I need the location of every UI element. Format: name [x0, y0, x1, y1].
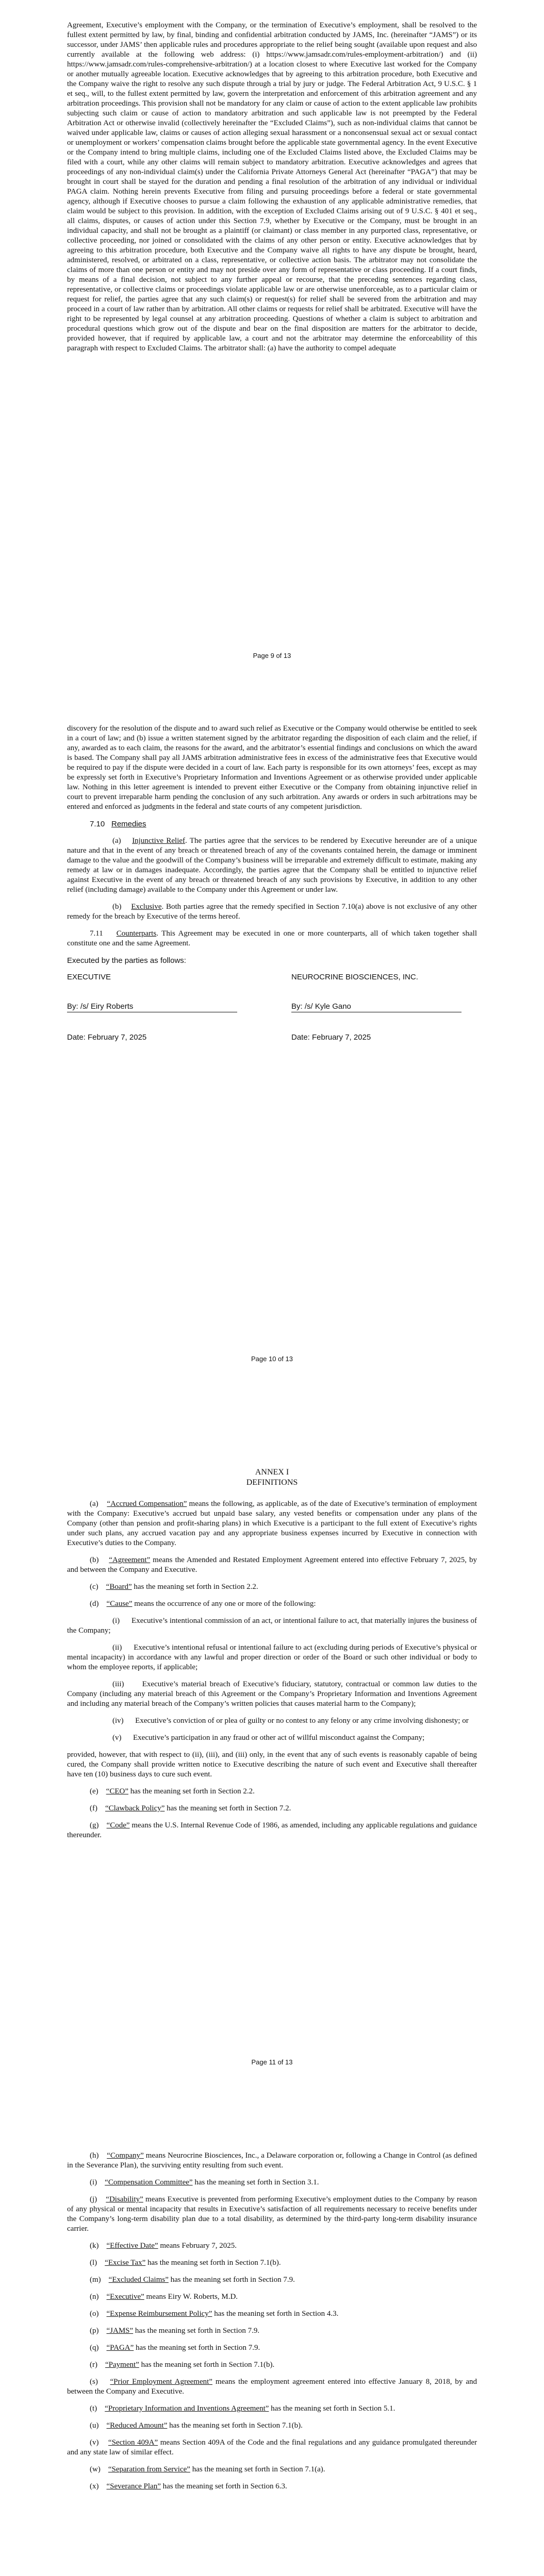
definition-label: (h) [90, 2151, 99, 2160]
definition-item [67, 2343, 477, 2353]
definition-item [67, 1787, 477, 1797]
definition-item [67, 2309, 477, 2319]
definition-text: has the meaning set forth in Section 7.1(a). [190, 2465, 325, 2473]
definition-label: (s) [90, 2378, 98, 2386]
definition-term: “Section 409A” [108, 2438, 158, 2447]
definition-item [67, 2438, 477, 2458]
cause-item [67, 1616, 477, 1636]
definition-text: has the meaning set forth in Section 4.3. [212, 2310, 339, 2318]
definition-item [67, 2360, 477, 2370]
cause-text: Executive’s intentional refusal or intentional failure to act (excluding during periods of Executive’s physical or mental incapacity) in accordance with any lawful and proper direction or order of the Board or such other individual or body to whom the employee reports, if applicable; [67, 1643, 477, 1671]
item-label: (b) [112, 903, 122, 911]
cure-proviso: provided, however, that with respect to (ii), (iii), and (iii) only, in the event that any of such events is reasonably capable of being cured, the Company shall provide written notice to Executive describing the nature of such event and Executive shall thereafter have ten (10) business days to cure such event. [67, 1751, 477, 1778]
page-footer [0, 2058, 544, 2066]
definition-term: “Excise Tax” [105, 2259, 146, 2267]
definition-item [67, 1804, 477, 1814]
definition-text: has the meaning set forth in Section 2.2. [128, 1787, 255, 1795]
definition-text: means Section 409A of the Code and the final regulations and any guidance promulgated thereunder and any state law of similar effect. [67, 2438, 477, 2456]
definition-item [67, 1582, 477, 1592]
definition-text: has the meaning set forth in Section 3.1. [192, 2178, 319, 2187]
definition-item [67, 2421, 477, 2431]
definition-term: “PAGA” [106, 2344, 134, 2352]
document-page-9 [0, 0, 544, 703]
arbitration-paragraph: Agreement, Executive’s employment with the Company, or the termination of Executive’s employment, shall be resolved to the fullest extent permitted by law, by final, binding and confidential arbitration conducted by JAMS, Inc. (hereinafter “JAMS”) or its successor, under JAMS’ then applicable rules and procedures appropriate to the relief being sought (available upon request and also currently available at the following web address: (i) https://www.jamsadr.com/rules-employment-arbitration/) and (ii) https://www.jamsadr.com/rules-comprehensive-arbitration/) at a location closest to where Executive last worked for the Company or another mutually agreeable location. Executive acknowledges that by agreeing to this arbitration procedure, both Executive and the Company waive the right to resolve any such dispute through a trial by jury or judge. The Federal Arbitration Act, 9 U.S.C. § 1 et seq., will, to the fullest extent permitted by law, govern the interpretation and enforcement of this arbitration agreement and any arbitration proceedings. This provision shall not be mandatory for any claim or cause of action to the extent applicable law prohibits subjecting such claim or cause of action to mandatory arbitration and such applicable law is not preempted by the Federal Arbitration Act or otherwise invalid (collectively hereinafter the “Excluded Claims”), such as non-individual claims that cannot be waived under applicable law, claims or causes of action alleging sexual harassment or a nonconsensual sexual act or sexual contact or unemployment or workers’ compensation claims brought before the applicable state governmental agency. In the event Executive or the Company intend to bring multiple claims, including one of the Excluded Claims listed above, the Excluded Claims may be filed with a court, while any other claims will remain subject to mandatory arbitration. Executive acknowledges and agrees that proceedings of any non-individual claim(s) under the California Private Attorneys General Act (hereinafter “PAGA”) that may be brought in court shall be stayed for the duration and pending a final resolution of the arbitration of any individual or individual PAGA claim. Nothing herein prevents Executive from filing and pursuing proceedings before a federal or state governmental agency, although if Executive chooses to pursue a claim following the exhaustion of any applicable administrative remedies, that claim would be subject to this provision. In addition, with the exception of Excluded Claims arising out of 9 U.S.C. § 401 et seq., all claims, disputes, or causes of action under this Section 7.9, whether by Executive or the Company, must be brought in an individual capacity, and shall not be brought as a plaintiff (or claimant) or class member in any purported class, representative, or collective proceeding, nor joined or consolidated with the claims of any other person or entity. Executive acknowledges that by agreeing to this arbitration procedure, both Executive and the Company waive all rights to have any dispute be brought, heard, administered, resolved, or arbitrated on a class, representative, or collective action basis. The arbitrator may not consolidate the claims of more than one person or entity and may not preside over any form of representative or class proceeding. If a court finds, by means of a final decision, not subject to any further appeal or recourse, that the preceding sentences regarding class, representative, or collective claims or proceedings violate applicable law or are otherwise unenforceable, as to a particular claim or request for relief, the parties agree that any such claim(s) or request(s) for relief shall be severed from the arbitration and may proceed in a court of law rather than by arbitration. All other claims or requests for relief shall be arbitrated. Executive will have the right to be represented by legal counsel at any arbitration proceeding. Questions of whether a claim is subject to arbitration and procedural questions which grow out of the dispute and bear on the final disposition are matters for the arbitrator to decide, provided however, that if required by applicable law, a court and not the arbitrator may determine the enforceability of this paragraph with respect to Excluded Claims. The arbitrator shall: (a) have the authority to compel adequate [67, 21, 477, 352]
definitions-list [67, 2130, 477, 2492]
definition-item [67, 2326, 477, 2336]
definition-text: means Neurocrine Biosciences, Inc., a Delaware corporation or, following a Change in Control (as defined in the Severance Plan), the surviving entity resulting from such event. [67, 2151, 477, 2170]
page-number: Page 10 of 13 [251, 1355, 293, 1363]
party-names-row [67, 973, 477, 981]
definition-text: means the employment agreement entered into effective January 8, 2018, by and between the Company and Executive. [67, 2378, 477, 2396]
definition-item [67, 2241, 477, 2251]
document-page-11 [0, 1406, 544, 2110]
cause-label: (v) [112, 1734, 122, 1742]
definition-text: means the U.S. Internal Revenue Code of 1986, as amended, including any applicable regulations and guidance thereunder. [67, 1821, 477, 1839]
definition-term: “JAMS” [106, 2327, 134, 2335]
definition-term: “Compensation Committee” [105, 2178, 193, 2187]
executive-signature: By: /s/ Eiry Roberts [67, 1002, 237, 1012]
page-footer [0, 1355, 544, 1363]
definition-item [67, 1499, 477, 1548]
page-number: Page 11 of 13 [251, 2058, 293, 2066]
annex-subtitle: DEFINITIONS [246, 1478, 298, 1487]
definition-text: means Executive is prevented from performing Executive’s employment duties to the Company by reason of any physical or mental incapacity that results in Executive’s satisfaction of all requirements necessary to receive benefits under the Company’s long-term disability plan due to a total disability, as determined by the third-party long-term disability insurance carrier. [67, 2195, 477, 2233]
definition-item [67, 2482, 477, 2492]
definition-text: has the meaning set forth in Section 7.1(b). [145, 2259, 281, 2267]
definition-text: has the meaning set forth in Section 7.9. [168, 2276, 295, 2284]
injunctive-relief-paragraph [67, 836, 477, 895]
item-title: Injunctive Relief [132, 837, 186, 845]
definition-item [67, 2178, 477, 2188]
item-text: . The parties agree that the services to be rendered by Executive hereunder are of a unique nature and that in the event of any breach or threatened breach of any of the covenants contained herein, the damage or imminent damage to the value and the goodwill of the Company’s business will be irreparable and extremely difficult to estimate, making any remedy at law or in damages inadequate. Accordingly, the parties agree that the Company shall be entitled to injunctive relief against Executive in the event of any breach or threatened breach of any such provisions by Executive, in addition to any other relief (including damage) available to the Company under this Agreement or under law. [67, 837, 477, 894]
definition-term: “Company” [107, 2151, 144, 2160]
definition-text: means the occurrence of any one or more of the following: [132, 1600, 316, 1608]
definition-text: means the Amended and Restated Employment Agreement entered into effective February 7, 2025, by and between the Company and Executive. [67, 1556, 477, 1574]
definition-label: (d) [90, 1600, 99, 1608]
definition-term: “Separation from Service” [108, 2465, 190, 2473]
definition-item [67, 2195, 477, 2234]
definition-label: (o) [90, 2310, 99, 2318]
company-signature: By: /s/ Kyle Gano [291, 1002, 461, 1012]
definition-label: (e) [90, 1787, 98, 1795]
definition-label: (f) [90, 1804, 97, 1812]
definition-term: “Accrued Compensation” [107, 1500, 187, 1508]
definition-term: “CEO” [106, 1787, 128, 1795]
cause-label: (iv) [112, 1717, 124, 1725]
date-row [67, 1033, 477, 1042]
definition-text: has the meaning set forth in Section 7.9. [133, 2327, 260, 2335]
cause-text: Executive’s intentional commission of an act, or intentional failure to act, that materially injures the business of the Company; [67, 1617, 477, 1635]
document-page-10 [0, 703, 544, 1406]
definition-text: has the meaning set forth in Section 2.2. [131, 1583, 258, 1591]
definition-text: has the meaning set forth in Section 7.1(b). [139, 2361, 275, 2369]
item-text: . Both parties agree that the remedy specified in Section 7.10(a) above is not exclusive of any other remedy for the breach by Executive of the terms hereof. [67, 903, 477, 921]
definition-text: has the meaning set forth in Section 6.3. [160, 2482, 287, 2490]
arbitration-continuation: discovery for the resolution of the dispute and to award such relief as Executive or the Company would otherwise be entitled to seek in a court of law; and (b) issue a written statement signed by the arbitrator regarding the disposition of each claim and the relief, if any, awarded as to each claim, the reasons for the award, and the arbitrator’s essential findings and conclusions on which the award is based. The Company shall pay all JAMS arbitration administrative fees in excess of the administrative fees that Executive would be required to pay if the dispute were decided in a court of law. Each party is responsible for its own attorneys’ fees, except as may be expressly set forth in Executive’s Proprietary Information and Inventions Agreement or as otherwise provided under applicable law. Nothing in this letter agreement is intended to prevent either Executive or the Company from obtaining injunctive relief in court to prevent irreparable harm pending the conclusion of any such arbitration. Any awards or orders in such arbitrations may be entered and enforced as judgments in the federal and state courts of any competent jurisdiction. [67, 724, 477, 811]
document-page-12 [0, 2110, 544, 2576]
cause-text: Executive’s conviction of or plea of guilty or no contest to any felony or any crime involving dishonesty; or [135, 1717, 469, 1725]
definition-item [67, 2404, 477, 2414]
definition-label: (w) [90, 2465, 101, 2473]
definition-item [67, 1821, 477, 1840]
cause-item [67, 1643, 477, 1672]
item-label: (a) [112, 837, 121, 845]
definition-text: has the meaning set forth in Section 5.1. [269, 2404, 395, 2413]
definition-label: (p) [90, 2327, 99, 2335]
definition-term: “Payment” [105, 2361, 139, 2369]
cause-item [67, 1733, 477, 1743]
annex-title: ANNEX I [255, 1468, 289, 1477]
definition-label: (j) [90, 2195, 97, 2204]
signature-row [67, 1002, 477, 1012]
definition-term: “Severance Plan” [106, 2482, 161, 2490]
definition-term: “Disability” [106, 2195, 143, 2204]
cause-text: Executive’s participation in any fraud or other act of willful misconduct against the Company; [133, 1734, 425, 1742]
definition-text: has the meaning set forth in Section 7.9. [134, 2344, 260, 2352]
definition-label: (k) [90, 2242, 99, 2250]
definition-item [67, 2151, 477, 2171]
definition-term: “Expense Reimbursement Policy” [106, 2310, 212, 2318]
definition-label: (a) [90, 1500, 98, 1508]
definition-item [67, 2258, 477, 2268]
definition-term: “Effective Date” [106, 2242, 158, 2250]
definition-label: (i) [90, 2178, 97, 2187]
definition-term: “Reduced Amount” [106, 2421, 168, 2430]
section-number: 7.10 [90, 820, 105, 828]
cause-label: (ii) [112, 1643, 122, 1652]
definition-text: means Eiry W. Roberts, M.D. [144, 2293, 238, 2301]
definition-label: (q) [90, 2344, 99, 2352]
definition-label: (b) [90, 1556, 99, 1564]
definition-term: “Excluded Claims” [108, 2276, 169, 2284]
section-7-11-paragraph [67, 929, 477, 948]
definition-label: (v) [90, 2438, 99, 2447]
definition-label: (n) [90, 2293, 99, 2301]
annex-heading [67, 1467, 477, 1488]
page-number: Page 9 of 13 [253, 652, 291, 659]
cause-label: (i) [112, 1617, 120, 1625]
definition-term: “Cause” [106, 1600, 133, 1608]
section-text: . This Agreement may be executed in one or more counterparts, all of which taken together shall constitute one and the same Agreement. [67, 929, 477, 947]
definition-item [67, 2377, 477, 2397]
definition-item [67, 2275, 477, 2285]
definition-term: “Board” [106, 1583, 132, 1591]
cause-item [67, 1680, 477, 1709]
section-7-10-heading [90, 819, 477, 829]
definition-text: means February 7, 2025. [158, 2242, 237, 2250]
definition-term: “Agreement” [109, 1556, 151, 1564]
exclusive-paragraph [67, 902, 477, 922]
executive-party: EXECUTIVE [67, 973, 111, 981]
company-party: NEUROCRINE BIOSCIENCES, INC. [291, 973, 418, 981]
page-footer [0, 652, 544, 659]
cause-text: Executive’s material breach of Executive’s fiduciary, statutory, contractual or common law duties to the Company (including any material breach of this Agreement or the Company’s Proprietary Information and Inventions Agreement and including any material breach of the Company’s written policies that causes material harm to the Company); [67, 1680, 477, 1708]
definition-text: has the meaning set forth in Section 7.2. [164, 1804, 291, 1812]
section-title: Remedies [111, 820, 146, 828]
definition-item [67, 1599, 477, 1609]
definition-label: (u) [90, 2421, 99, 2430]
definition-label: (l) [90, 2259, 97, 2267]
cause-item [67, 1716, 477, 1726]
definition-text: has the meaning set forth in Section 7.1(b). [167, 2421, 303, 2430]
definition-label: (c) [90, 1583, 98, 1591]
definition-term: “Code” [106, 1821, 130, 1829]
definition-item [67, 1555, 477, 1575]
cause-label: (iii) [112, 1680, 124, 1688]
definition-label: (r) [90, 2361, 97, 2369]
executed-statement: Executed by the parties as follows: [67, 956, 186, 965]
definition-term: “Clawback Policy” [105, 1804, 165, 1812]
definition-item [67, 2465, 477, 2475]
company-date: Date: February 7, 2025 [291, 1033, 371, 1042]
section-number: 7.11 [90, 929, 103, 938]
definition-term: “Proprietary Information and Inventions Agreement” [105, 2404, 269, 2413]
executive-date: Date: February 7, 2025 [67, 1033, 147, 1042]
definition-text: means the following, as applicable, as of the date of Executive’s termination of employment with the Company: Executive’s accrued but unpaid base salary, any vested benefits or compensation under any plans of the Company (other than pension and profit-sharing plans) in which Executive is a participant to the full extent of Executive’s rights under such plans, any accrued vacation pay and any appropriate business expenses incurred by Executive in connection with Executive’s duties to the Company. [67, 1500, 477, 1547]
item-title: Exclusive [131, 903, 162, 911]
definition-label: (m) [90, 2276, 101, 2284]
definition-label: (t) [90, 2404, 97, 2413]
definition-term: “Prior Employment Agreement” [110, 2378, 212, 2386]
definition-term: “Executive” [106, 2293, 144, 2301]
definition-item [67, 2292, 477, 2302]
definition-label: (x) [90, 2482, 99, 2490]
definition-label: (g) [90, 1821, 99, 1829]
section-title: Counterparts [116, 929, 157, 938]
